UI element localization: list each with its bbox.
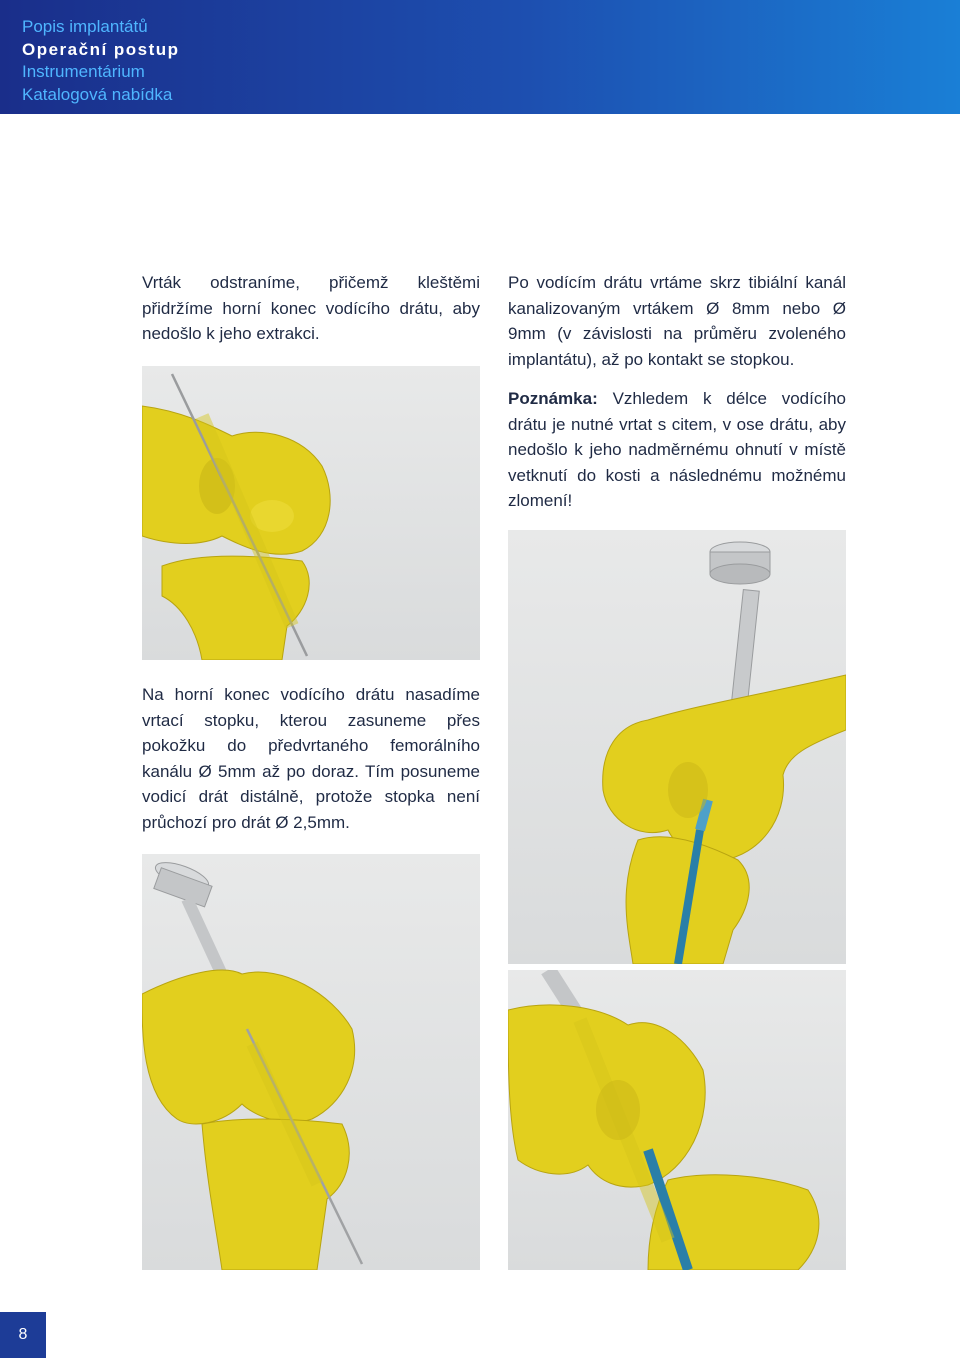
paragraph-note (508, 386, 846, 514)
drill-stop-drilling-illustration (508, 530, 846, 964)
figure-knee-guide-wire (142, 366, 480, 660)
paragraph-insert-stop: Na horní konec vodícího drátu nasadíme vrtací stopku, kterou zasuneme přes pokožku do předvrtaného femorálního kanálu Ø 5mm až po doraz. Tím posuneme vodicí drát distálně, protože stopka není průchozí pro drát Ø 2,5mm. (142, 685, 480, 832)
drill-closeup-illustration (508, 970, 846, 1270)
figure-drill-stop-drilling (508, 530, 846, 964)
header-bar (0, 0, 960, 114)
section-nav (22, 16, 180, 106)
page-number: 8 (0, 1312, 46, 1358)
figure-drill-closeup (508, 970, 846, 1270)
figure-drill-stop-inserted (142, 854, 480, 1270)
knee-guide-wire-illustration (142, 366, 480, 660)
nav-item-implant-description[interactable]: Popis implantátů (22, 17, 148, 36)
nav-item-catalog[interactable]: Katalogová nabídka (22, 84, 173, 104)
paragraph-drill-canal: Po vodícím drátu vrtáme skrz tibiální kanál kanalizovaným vrtákem Ø 8mm nebo Ø 9mm (v závislosti na průměru zvoleného implantátu), až po kontakt se stopkou. (508, 273, 846, 369)
note-label: Poznámka: (508, 389, 598, 408)
paragraph-remove-drill: Vrták odstraníme, přičemž kleštěmi přidržíme horní konec vodícího drátu, aby nedošlo k jeho extrakci. (142, 273, 480, 344)
drill-stop-inserted-illustration (142, 854, 480, 1270)
nav-item-surgical-procedure[interactable]: Operační postup (22, 39, 180, 59)
nav-item-instruments[interactable]: Instrumentárium (22, 62, 145, 81)
note-text: Vzhledem k délce vodícího drátu je nutné vrtat s citem, v ose drátu, aby nedošlo k jeho nadměrnému ohnutí v místě vetknutí do kosti a následnému možnému zlomení! (508, 389, 846, 511)
